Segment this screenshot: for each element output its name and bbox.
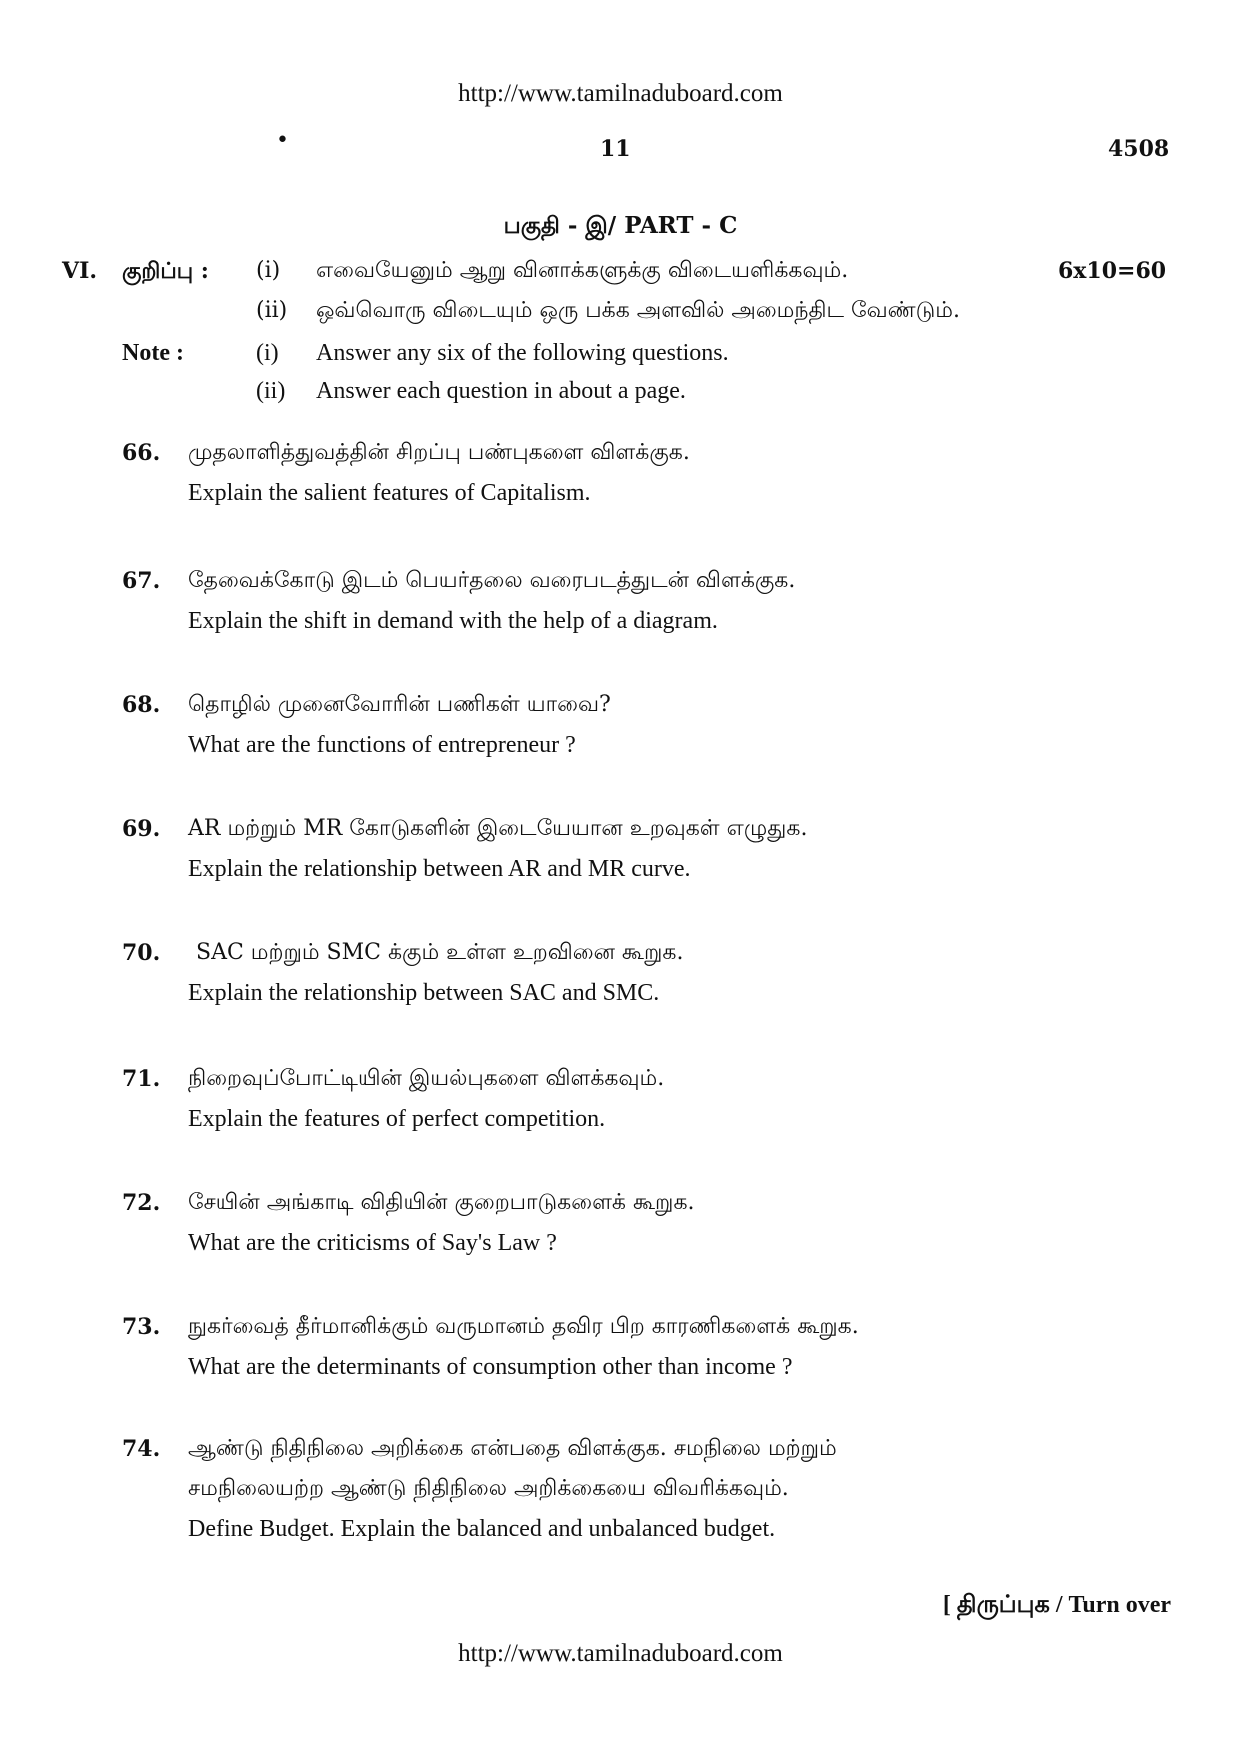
instruction-1-num-en: (i) [256,340,279,366]
question-67-english: Explain the shift in demand with the help of a diagram. [188,608,718,634]
question-71-english: Explain the features of perfect competition. [188,1106,606,1132]
instruction-2-tamil: ஒவ்வொரு விடையும் ஒரு பக்க அளவில் அமைந்திட வேண்டும். [316,298,960,323]
instruction-2-num-en: (ii) [256,378,286,404]
question-71-number: 71. [122,1066,161,1092]
question-69-tamil: AR மற்றும் MR கோடுகளின் இடையேயான உறவுகள் எழுதுக. [188,816,808,841]
question-66-number: 66. [122,440,161,466]
source-url-bottom: http://www.tamilnaduboard.com [458,1640,783,1667]
instruction-1-tamil: எவையேனும் ஆறு வினாக்களுக்கு விடையளிக்கவும். [316,258,849,283]
question-73-number: 73. [122,1314,161,1340]
question-72-tamil: சேயின் அங்காடி விதியின் குறைபாடுகளைக் கூறுக. [188,1190,695,1215]
question-74-number: 74. [122,1436,161,1462]
instruction-1-num: (i) [256,258,281,283]
source-url-top: http://www.tamilnaduboard.com [458,80,783,107]
question-73-tamil: நுகர்வைத் தீர்மானிக்கும் வருமானம் தவிர பிற காரணிகளைக் கூறுக. [188,1314,859,1339]
question-67-number: 67. [122,568,161,594]
instruction-2-num: (ii) [256,298,288,323]
question-68-number: 68. [122,692,161,718]
question-69-english: Explain the relationship between AR and MR curve. [188,856,691,882]
question-66-tamil: முதலாளித்துவத்தின் சிறப்பு பண்புகளை விளக்குக. [188,440,690,465]
paper-code: 4508 [1108,136,1170,162]
question-74-english: Define Budget. Explain the balanced and unbalanced budget. [188,1516,776,1542]
stray-mark: • [276,128,289,153]
instruction-2-english: Answer each question in about a page. [316,378,686,404]
turn-over-note: [ திருப்புக / Turn over [942,1592,1171,1618]
question-69-number: 69. [122,816,161,842]
question-71-tamil: நிறைவுப்போட்டியின் இயல்புகளை விளக்கவும். [188,1066,665,1091]
question-67-tamil: தேவைக்கோடு இடம் பெயர்தலை வரைபடத்துடன் விளக்குக. [188,568,796,593]
question-70-number: 70. [122,940,161,966]
page-number: 11 [600,136,631,162]
question-66-english: Explain the salient features of Capitalism. [188,480,591,506]
question-72-english: What are the criticisms of Say's Law ? [188,1230,557,1256]
question-70-english: Explain the relationship between SAC and SMC. [188,980,660,1006]
marks-allocation: 6x10=60 [1058,258,1167,284]
note-label-english: Note : [122,340,184,366]
question-74-tamil-continued: சமநிலையற்ற ஆண்டு நிதிநிலை அறிக்கையை விவரிக்கவும். [188,1476,789,1501]
note-label-tamil: குறிப்பு : [122,258,209,284]
instruction-1-english: Answer any six of the following questions. [316,340,729,366]
section-number: VI. [62,258,98,284]
question-68-english: What are the functions of entrepreneur ? [188,732,576,758]
question-73-english: What are the determinants of consumption other than income ? [188,1354,793,1380]
part-title: பகுதி - இ/ PART - C [503,212,738,239]
question-74-tamil: ஆண்டு நிதிநிலை அறிக்கை என்பதை விளக்குக. சமநிலை மற்றும் [188,1436,837,1461]
question-68-tamil: தொழில் முனைவோரின் பணிகள் யாவை? [188,692,611,717]
question-72-number: 72. [122,1190,161,1216]
question-70-tamil: SAC மற்றும் SMC க்கும் உள்ள உறவினை கூறுக. [196,940,684,965]
